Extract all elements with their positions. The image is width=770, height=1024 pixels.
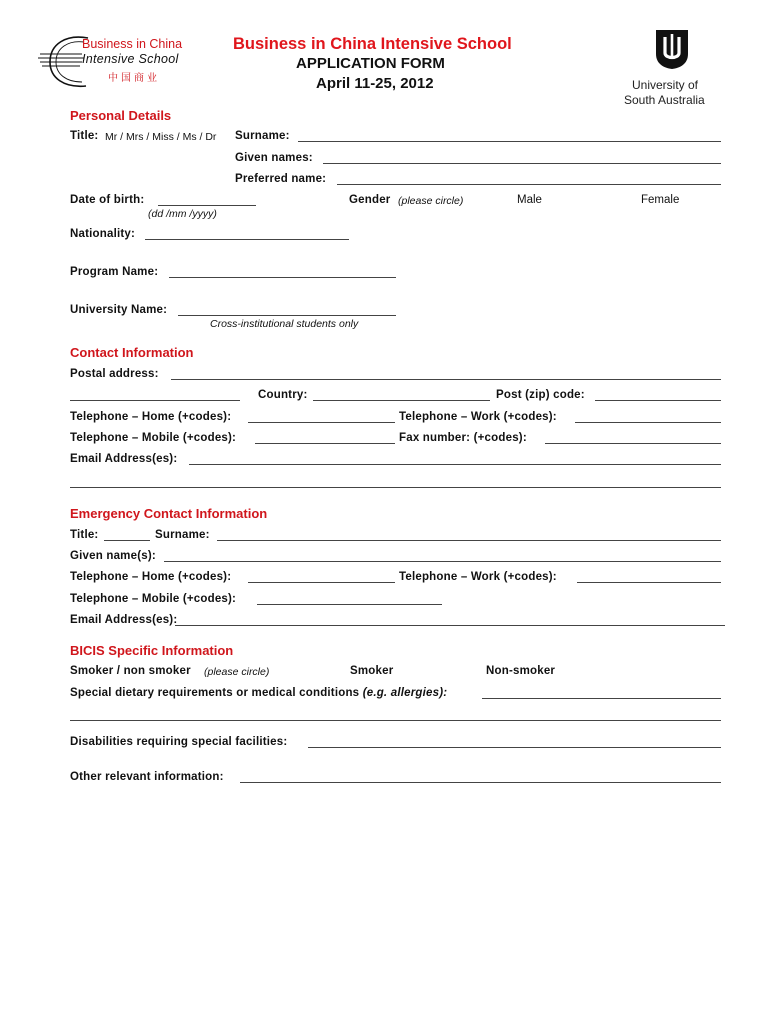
form-dates: April 11-25, 2012 [316, 75, 434, 92]
fax-field[interactable] [545, 443, 721, 444]
disabilities-label: Disabilities requiring special facilities: [70, 736, 288, 748]
smoker-label: Smoker / non smoker [70, 665, 191, 677]
university-name-label: University Name: [70, 304, 168, 316]
tel-home-label: Telephone – Home (+codes): [70, 411, 232, 423]
form-title: Business in China Intensive School [233, 35, 512, 53]
university-name-field[interactable] [178, 315, 396, 316]
emergency-surname-field[interactable] [217, 540, 721, 541]
university-hint: Cross-institutional students only [210, 318, 359, 330]
dob-field[interactable] [158, 205, 256, 206]
emergency-tel-home-field[interactable] [248, 582, 395, 583]
bicis-logo-line1: Business in China [82, 37, 183, 51]
postal-address-field[interactable] [171, 379, 721, 380]
emergency-surname-label: Surname: [155, 529, 210, 541]
smoker-option[interactable]: Smoker [350, 665, 394, 677]
bicis-logo-chinese: 中国商业 [108, 73, 160, 84]
title-options[interactable]: Mr / Mrs / Miss / Ms / Dr [105, 131, 217, 143]
dob-label: Date of birth: [70, 194, 145, 206]
preferred-name-label: Preferred name: [235, 173, 327, 185]
nationality-label: Nationality: [70, 228, 136, 240]
unisa-logo-line1: University of [632, 78, 699, 92]
dietary-hint: (e.g. allergies): [362, 687, 448, 699]
emergency-given-field[interactable] [164, 561, 721, 562]
gender-female-option[interactable]: Female [641, 194, 680, 206]
unisa-shield-icon [654, 28, 690, 70]
surname-field[interactable] [298, 141, 721, 142]
title-label: Title: [70, 130, 99, 142]
postal-address-label: Postal address: [70, 368, 159, 380]
gender-hint: (please circle) [398, 195, 464, 207]
email-field-2[interactable] [70, 487, 721, 488]
program-name-field[interactable] [169, 277, 396, 278]
tel-work-label: Telephone – Work (+codes): [399, 411, 557, 423]
country-label: Country: [258, 389, 308, 401]
emergency-title-field[interactable] [104, 540, 150, 541]
bicis-info-heading: BICIS Specific Information [70, 643, 234, 658]
preferred-name-field[interactable] [337, 184, 721, 185]
dietary-label [70, 687, 447, 699]
dietary-field-2[interactable] [70, 720, 721, 721]
tel-home-field[interactable] [248, 422, 395, 423]
dietary-field[interactable] [482, 698, 721, 699]
program-name-label: Program Name: [70, 266, 159, 278]
surname-label: Surname: [235, 130, 290, 142]
disabilities-field[interactable] [308, 747, 721, 748]
tel-work-field[interactable] [575, 422, 721, 423]
tel-mobile-label: Telephone – Mobile (+codes): [70, 432, 237, 444]
nationality-field[interactable] [145, 239, 349, 240]
emergency-tel-work-label: Telephone – Work (+codes): [399, 571, 557, 583]
gender-male-option[interactable]: Male [517, 194, 542, 206]
email-field[interactable] [189, 464, 721, 465]
given-names-label: Given names: [235, 152, 313, 164]
personal-details-heading: Personal Details [70, 108, 172, 123]
emergency-email-field[interactable] [175, 625, 725, 626]
unisa-logo [620, 28, 730, 108]
emergency-tel-work-field[interactable] [577, 582, 721, 583]
form-subtitle: APPLICATION FORM [296, 55, 445, 72]
emergency-email-label: Email Address(es): [70, 614, 178, 626]
bicis-logo [38, 32, 198, 92]
post-code-label: Post (zip) code: [496, 389, 585, 401]
tel-mobile-field[interactable] [255, 443, 395, 444]
other-info-field[interactable] [240, 782, 721, 783]
country-field[interactable] [313, 400, 490, 401]
email-label: Email Address(es): [70, 453, 178, 465]
gender-label: Gender [349, 194, 391, 206]
fax-label: Fax number: (+codes): [399, 432, 527, 444]
emergency-contact-heading: Emergency Contact Information [70, 506, 268, 521]
postal-address-field-2[interactable] [70, 400, 240, 401]
emergency-tel-mobile-label: Telephone – Mobile (+codes): [70, 593, 237, 605]
emergency-tel-home-label: Telephone – Home (+codes): [70, 571, 232, 583]
other-info-label: Other relevant information: [70, 771, 224, 783]
unisa-logo-line2: South Australia [624, 93, 705, 107]
nonsmoker-option[interactable]: Non-smoker [486, 665, 556, 677]
emergency-given-label: Given name(s): [70, 550, 156, 562]
emergency-tel-mobile-field[interactable] [257, 604, 442, 605]
given-names-field[interactable] [323, 163, 721, 164]
dob-hint: (dd /mm /yyyy) [148, 208, 217, 220]
dietary-label-text: Special dietary requirements or medical conditions [70, 687, 360, 699]
contact-info-heading: Contact Information [70, 345, 194, 360]
smoker-hint: (please circle) [204, 666, 270, 678]
post-code-field[interactable] [595, 400, 721, 401]
bicis-logo-line2: Intensive School [82, 52, 179, 66]
emergency-title-label: Title: [70, 529, 99, 541]
